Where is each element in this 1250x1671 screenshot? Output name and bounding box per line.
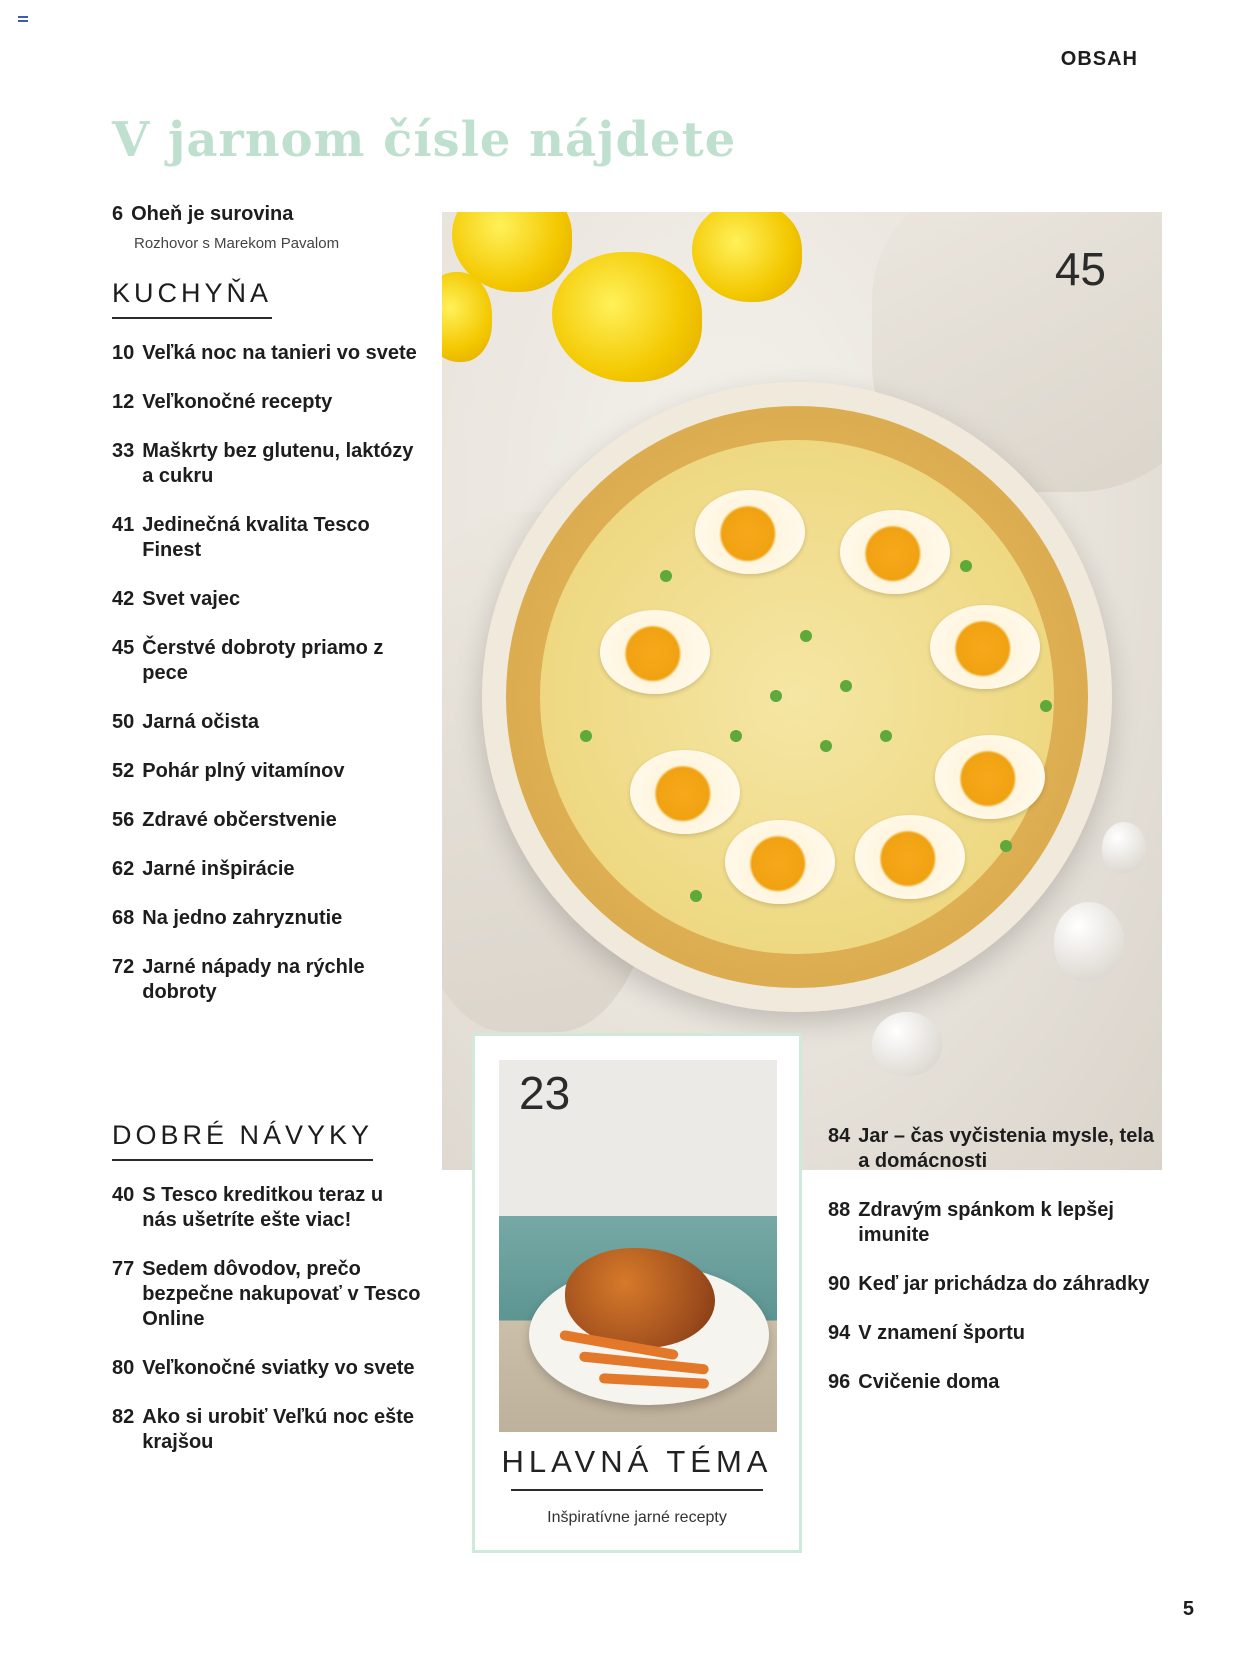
egg-half [695, 490, 805, 574]
kuchyna-list [112, 341, 422, 1005]
entry-number: 33 [112, 440, 135, 462]
egg-half [600, 610, 710, 694]
toc-entry[interactable] [828, 1272, 1158, 1297]
entry-title: Oheň je surovina [131, 203, 294, 225]
quiche-filling [540, 440, 1054, 954]
entry-number: 82 [112, 1406, 135, 1428]
entry-title: Veľkonočné recepty [142, 391, 333, 413]
entry-title: Jar – čas vyčistenia mysle, tela a domácnosti [858, 1125, 1155, 1172]
entry-number: 45 [112, 637, 135, 659]
entry-number: 52 [112, 760, 135, 782]
photo-page-number: 45 [1054, 243, 1106, 295]
pea [770, 690, 782, 702]
toc-entry[interactable] [112, 955, 422, 1005]
feature-title: HLAVNÁ TÉMA [501, 1444, 773, 1479]
entry-title: Na jedno zahryznutie [142, 907, 343, 929]
entry-title: V znamení športu [858, 1322, 1025, 1344]
page-number: 5 [1182, 1598, 1194, 1620]
pea [580, 730, 592, 742]
toc-entry[interactable] [112, 710, 422, 735]
entry-number: 96 [828, 1371, 851, 1393]
pea [880, 730, 892, 742]
entry-number: 88 [828, 1199, 851, 1221]
entry-number: 80 [112, 1357, 135, 1379]
easter-egg [872, 1012, 942, 1076]
toc-dobre-navyky [112, 1118, 422, 1479]
entry-number: 62 [112, 858, 135, 880]
toc-entry[interactable] [828, 1124, 1158, 1174]
entry-title: Jedinečná kvalita Tesco Finest [142, 514, 370, 561]
toc-entry[interactable] [112, 513, 422, 563]
entry-number: 90 [828, 1273, 851, 1295]
pea [1000, 840, 1012, 852]
entry-number: 41 [112, 514, 135, 536]
egg-half [725, 820, 835, 904]
pea [1040, 700, 1052, 712]
entry-title: Veľkonočné sviatky vo svete [142, 1357, 415, 1379]
entry-number: 94 [828, 1322, 851, 1344]
entry-title: Ako si urobiť Veľkú noc ešte krajšou [142, 1406, 415, 1453]
entry-title: Čerstvé dobroty priamo z pece [142, 637, 384, 684]
egg-half [930, 605, 1040, 689]
section-heading-kuchyna: KUCHYŇA [112, 278, 272, 319]
entry-number: 10 [112, 342, 135, 364]
entry-number: 84 [828, 1125, 851, 1147]
feature-photo [499, 1060, 777, 1432]
quiche-photo [442, 212, 1162, 1170]
easter-egg [1102, 822, 1146, 874]
entry-title: Jarná očista [142, 711, 259, 733]
toc-entry[interactable] [112, 587, 422, 612]
feature-page-number: 23 [519, 1067, 571, 1119]
pea [660, 570, 672, 582]
toc-entry[interactable] [112, 857, 422, 882]
pea [800, 630, 812, 642]
entry-number: 56 [112, 809, 135, 831]
pea [730, 730, 742, 742]
daffodil-flower [552, 252, 702, 382]
entry-title: Pohár plný vitamínov [142, 760, 345, 782]
toc-entry[interactable] [112, 1405, 422, 1455]
toc-entry[interactable] [112, 1183, 422, 1233]
page-title: V jarnom čísle nájdete [112, 112, 737, 168]
entry-title: Zdravým spánkom k lepšej imunite [858, 1199, 1114, 1246]
entry-title: Keď jar prichádza do záhradky [858, 1273, 1150, 1295]
entry-number: 68 [112, 907, 135, 929]
corner-mark [18, 16, 28, 24]
entry-title: Maškrty bez glutenu, laktózy a cukru [142, 440, 414, 487]
toc-entry[interactable] [112, 1257, 422, 1332]
easter-egg [1054, 902, 1124, 982]
egg-half [630, 750, 740, 834]
egg-half [840, 510, 950, 594]
entry-number: 77 [112, 1258, 135, 1280]
egg-half [855, 815, 965, 899]
toc-right-column [828, 1124, 1158, 1419]
entry-number: 40 [112, 1184, 135, 1206]
toc-entry[interactable] [828, 1198, 1158, 1248]
entry-title: S Tesco kreditkou teraz u nás ušetríte ešte viac! [142, 1184, 384, 1231]
entry-title: Jarné inšpirácie [142, 858, 295, 880]
toc-entry[interactable] [112, 906, 422, 931]
feature-card[interactable] [472, 1033, 802, 1553]
toc-left-column [112, 202, 422, 1029]
toc-entry[interactable] [828, 1321, 1158, 1346]
entry-title: Sedem dôvodov, prečo bezpečne nakupovať v Tesco Online [142, 1258, 421, 1330]
daffodil-flower [442, 272, 492, 362]
egg-half [935, 735, 1045, 819]
pea [690, 890, 702, 902]
pea [960, 560, 972, 572]
toc-entry[interactable] [112, 759, 422, 784]
toc-entry[interactable] [828, 1370, 1158, 1395]
entry-number: 12 [112, 391, 135, 413]
entry-title: Zdravé občerstvenie [142, 809, 337, 831]
entry-title: Svet vajec [142, 588, 241, 610]
pea [840, 680, 852, 692]
feature-subtitle: Inšpiratívne jarné recepty [547, 1509, 727, 1526]
toc-entry[interactable] [112, 341, 422, 366]
toc-entry[interactable] [112, 439, 422, 489]
entry-title: Cvičenie doma [858, 1371, 1000, 1393]
pea [820, 740, 832, 752]
entry-title: Veľká noc na tanieri vo svete [142, 342, 417, 364]
daffodil-flower [692, 212, 802, 302]
quiche-dish [482, 382, 1112, 1012]
quiche-crust [506, 406, 1088, 988]
toc-entry[interactable] [112, 1356, 422, 1381]
toc-entry[interactable] [112, 808, 422, 833]
entry-number: 6 [112, 203, 124, 225]
toc-entry[interactable] [112, 636, 422, 686]
entry-subtitle: Rozhovor s Marekom Pavalom [134, 235, 340, 252]
section-heading-dobre-navyky: DOBRÉ NÁVYKY [112, 1120, 373, 1161]
entry-number: 42 [112, 588, 135, 610]
feature-divider [511, 1489, 763, 1491]
entry-number: 72 [112, 956, 135, 978]
section-tag: OBSAH [1060, 48, 1138, 70]
toc-entry-intro[interactable] [112, 202, 422, 256]
entry-number: 50 [112, 711, 135, 733]
roast-meat [565, 1248, 715, 1348]
toc-entry[interactable] [112, 390, 422, 415]
entry-title: Jarné nápady na rýchle dobroty [142, 956, 365, 1003]
